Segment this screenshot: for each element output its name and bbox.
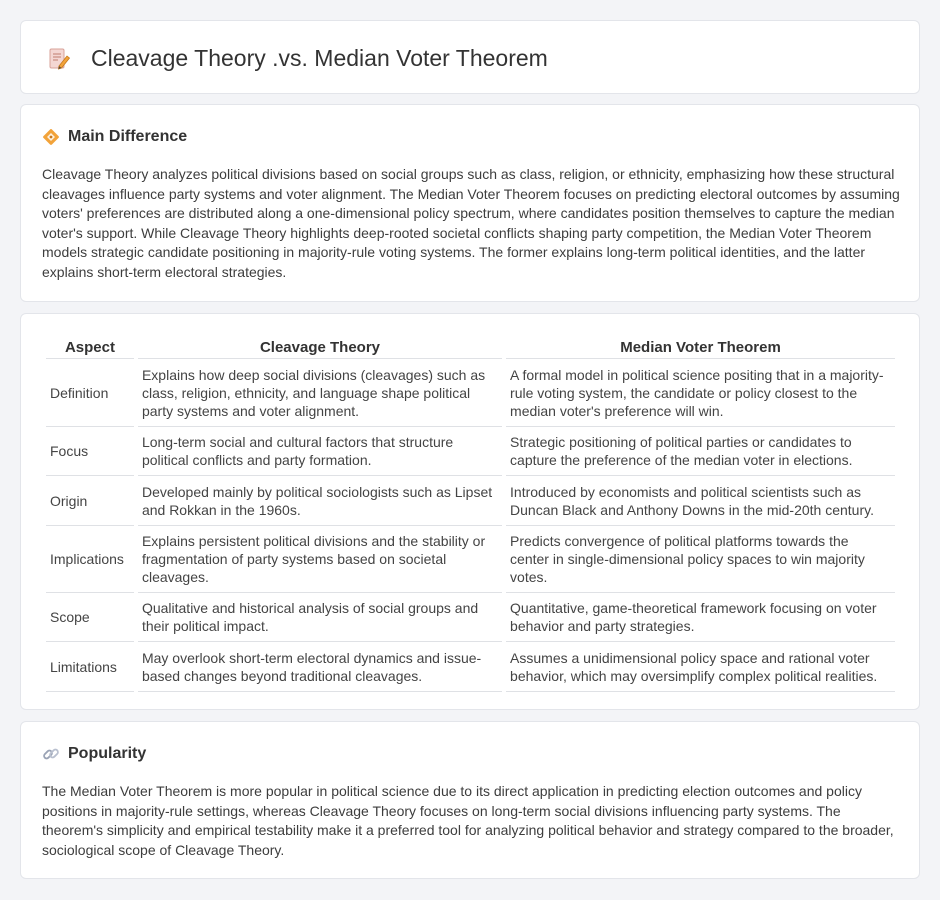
main-difference-header	[42, 127, 187, 147]
popularity-heading: Popularity	[68, 745, 147, 762]
cleavage-cell: Explains persistent political divisions and the stability or fragmentation of party systems based on societal cleavages.	[138, 526, 502, 593]
median-cell: Quantitative, game-theoretical framework focusing on voter behavior and party strategies.	[506, 593, 895, 642]
cleavage-cell: Developed mainly by political sociologists such as Lipset and Rokkan in the 1960s.	[138, 476, 502, 526]
popularity-text: The Median Voter Theorem is more popular in political science due to its direct application in predicting election outcomes and policy positions in majority-rule settings, whereas Cleavage Theory focuses on long-term social divisions influencing party systems. The theorem's simplicity and empirical testability make it a preferred tool for analyzing political behavior and strategy compared to the broader, sociological scope of Cleavage Theory.	[42, 783, 894, 858]
column-header-aspect: Aspect	[46, 333, 134, 359]
median-cell: A formal model in political science positing that in a majority-rule voting system, the candidate or policy closest to the median voter's preference will win.	[506, 359, 895, 427]
median-cell: Predicts convergence of political platforms towards the center in single-dimensional policy spaces to win majority votes.	[506, 526, 895, 593]
table-row	[46, 593, 895, 642]
aspect-cell: Definition	[46, 359, 134, 427]
median-cell: Introduced by economists and political scientists such as Duncan Black and Anthony Downs in the mid-20th century.	[506, 476, 895, 526]
cleavage-cell: Qualitative and historical analysis of social groups and their political impact.	[138, 593, 502, 642]
column-header-median-voter-theorem: Median Voter Theorem	[506, 333, 895, 359]
aspect-cell: Scope	[46, 593, 134, 642]
popularity-section	[20, 721, 920, 879]
main-difference-heading: Main Difference	[68, 128, 188, 145]
aspect-cell: Focus	[46, 427, 134, 476]
document-pencil-icon	[47, 47, 71, 71]
aspect-cell: Limitations	[46, 642, 134, 692]
main-difference-section	[20, 104, 920, 302]
table-row	[46, 526, 895, 593]
main-difference-text: Cleavage Theory analyzes political divisions based on social groups such as class, religion, or ethnicity, emphasizing how these structural cleavages influence party systems and voter alignment. The Median Voter Theorem focuses on predicting electoral outcomes by assuming voters' preferences are distributed along a one-dimensional policy spectrum, where candidates position themselves to capture the median voter's support. While Cleavage Theory highlights deep-rooted societal conflicts shaping party competition, the Median Voter Theorem models strategic candidate positioning in majority-rule voting systems. The former explains long-term political identities, and the latter explains short-term electoral strategies.	[42, 166, 900, 280]
cleavage-cell: Long-term social and cultural factors that structure political conflicts and party formation.	[138, 427, 502, 476]
column-header-cleavage-theory: Cleavage Theory	[138, 333, 502, 359]
cleavage-cell: May overlook short-term electoral dynamics and issue-based changes beyond traditional cleavages.	[138, 642, 502, 692]
aspect-cell: Implications	[46, 526, 134, 593]
aspect-cell: Origin	[46, 476, 134, 526]
cleavage-cell: Explains how deep social divisions (cleavages) such as class, religion, ethnicity, and language shape political party systems and voter alignment.	[138, 359, 502, 427]
table-row	[46, 427, 895, 476]
median-cell: Assumes a unidimensional policy space and rational voter behavior, which may oversimplify complex political realities.	[506, 642, 895, 692]
popularity-header	[42, 744, 146, 764]
link-icon	[42, 745, 60, 763]
table-row	[46, 476, 895, 526]
comparison-table	[42, 333, 899, 692]
table-row	[46, 359, 895, 427]
comparison-section	[20, 313, 920, 710]
table-header-row	[46, 333, 895, 359]
median-cell: Strategic positioning of political parties or candidates to capture the preference of the median voter in elections.	[506, 427, 895, 476]
page-title: Cleavage Theory .vs. Median Voter Theorem	[91, 45, 548, 71]
diamond-sign-icon	[42, 128, 60, 146]
table-row	[46, 642, 895, 692]
title-card	[20, 20, 920, 94]
